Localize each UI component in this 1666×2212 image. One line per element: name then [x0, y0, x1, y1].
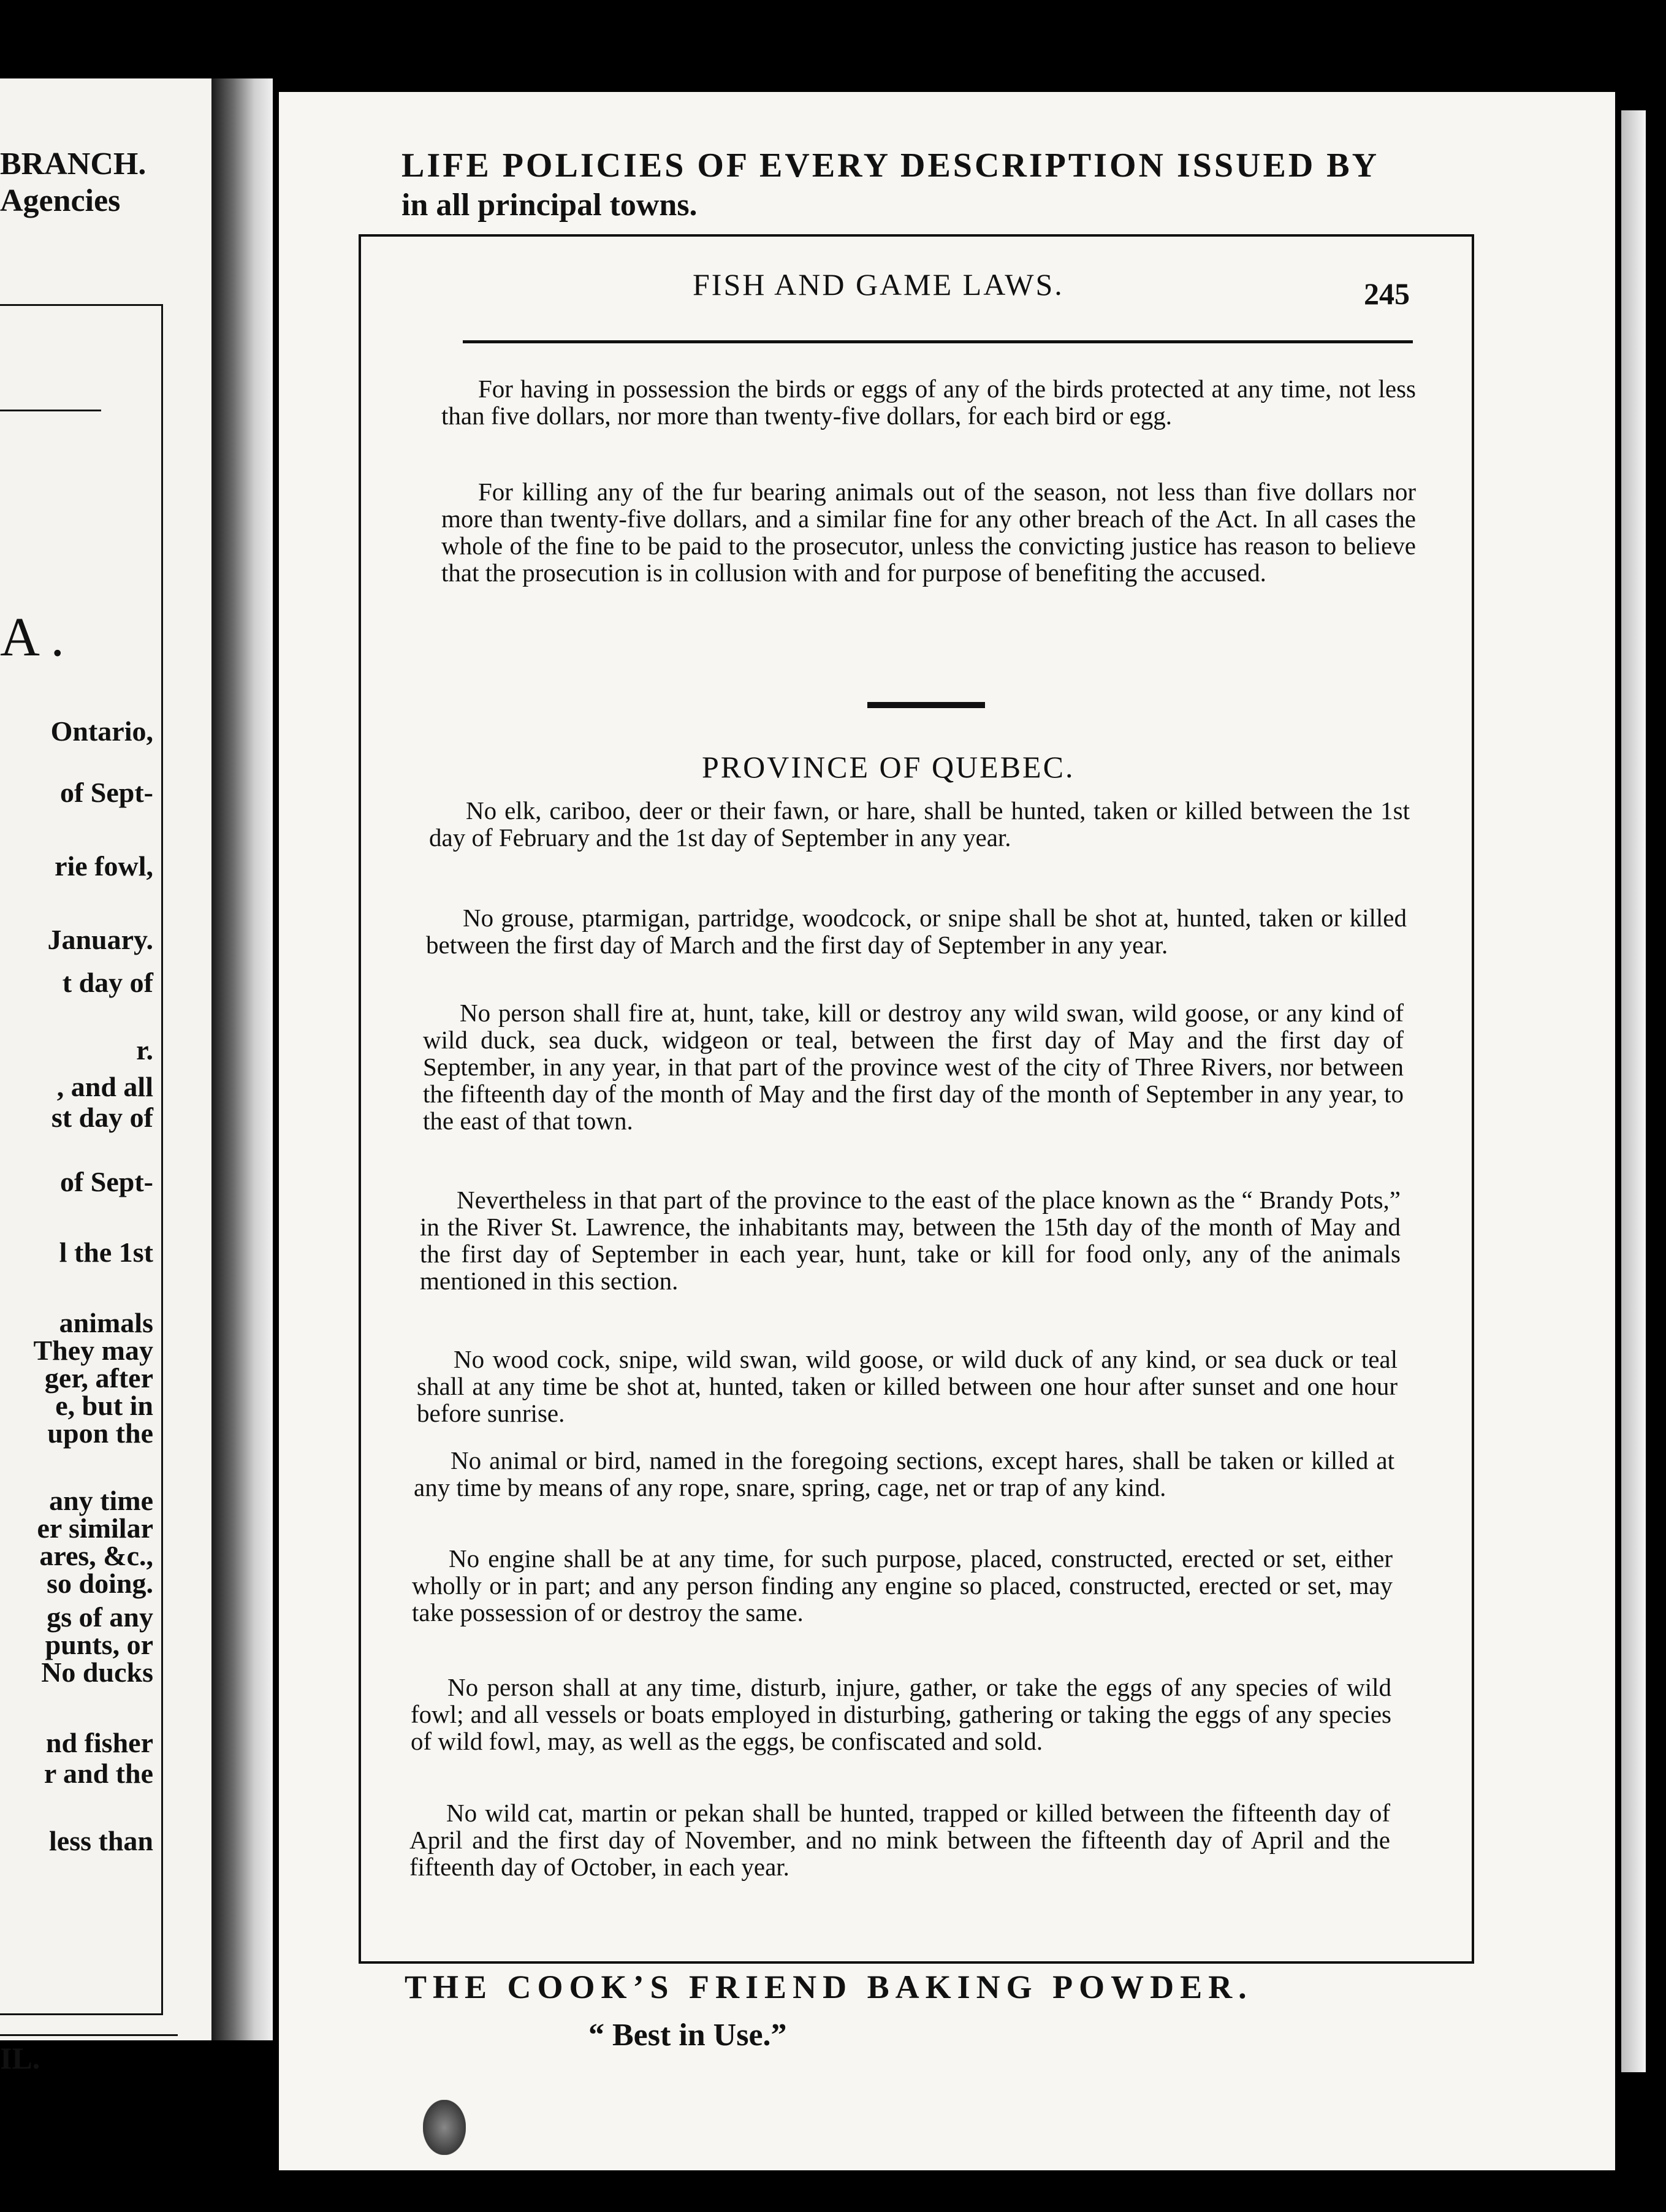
left-fragment: of Sept-	[59, 777, 153, 808]
left-fragment: r.	[136, 1034, 153, 1066]
quebec-paragraph-7: No engine shall be at any time, for such purpose, placed, constructed, erected or set, either wholly or in part; and any person finding any engine so placed, constructed, erected or set, may take possession of or destroy the same.	[412, 1544, 1393, 1627]
running-head: FISH AND GAME LAWS.	[693, 267, 1064, 302]
quebec-paragraph	[409, 1799, 1390, 1880]
header-rule	[463, 340, 1413, 343]
quebec-paragraph	[417, 1346, 1398, 1427]
left-header-line-2: Agencies	[0, 183, 121, 218]
quebec-paragraph	[414, 1447, 1394, 1501]
quebec-paragraph	[411, 1674, 1391, 1755]
left-fragment: st day of	[51, 1102, 153, 1133]
left-facing-page	[0, 78, 215, 2075]
left-rule	[0, 410, 101, 411]
left-fragment: of Sept-	[59, 1166, 153, 1197]
left-fragment: nd fisher	[45, 1727, 153, 1758]
left-fragment: rie fowl,	[55, 850, 153, 882]
left-footer: IL.	[0, 2041, 40, 2075]
left-fragment: They may	[33, 1335, 153, 1366]
left-fragment: e, but in	[55, 1390, 153, 1421]
left-fragment: ger, after	[44, 1362, 153, 1394]
intro-paragraph	[441, 478, 1416, 586]
bottom-advertisement: THE COOK’S FRIEND BAKING POWDER.	[405, 1969, 1253, 2005]
left-fragment: punts, or	[45, 1629, 153, 1660]
section-divider	[867, 702, 985, 708]
intro-paragraph	[441, 375, 1416, 429]
left-fragment: so doing.	[47, 1568, 153, 1599]
quebec-paragraph-6: No animal or bird, named in the foregoing sections, except hares, shall be taken or killed at any time by means of any rope, snare, spring, cage, net or trap of any kind.	[414, 1446, 1394, 1501]
section-title: PROVINCE OF QUEBEC.	[702, 750, 1075, 784]
left-fragment: any time	[49, 1485, 153, 1516]
left-fragment: No ducks	[41, 1657, 153, 1688]
top-advertisement-sub: in all principal towns.	[401, 188, 698, 223]
left-fragment: l the 1st	[59, 1237, 153, 1268]
page-number: 245	[1364, 276, 1410, 311]
left-fragment: ares, &c.,	[39, 1540, 153, 1571]
quebec-paragraph	[429, 797, 1410, 851]
quebec-paragraph	[412, 1545, 1393, 1626]
quebec-paragraph-1: No elk, cariboo, deer or their fawn, or hare, shall be hunted, taken or killed between the 1st day of February and the 1st day of September in any year.	[429, 796, 1410, 852]
left-fragment: t day of	[62, 967, 153, 998]
left-fragment: Ontario,	[50, 715, 153, 747]
bottom-advertisement-sub: “ Best in Use.”	[588, 2018, 787, 2053]
top-advertisement: LIFE POLICIES OF EVERY DESCRIPTION ISSUED BY	[401, 147, 1380, 185]
book-gutter	[211, 78, 273, 2040]
page-edge	[1621, 110, 1646, 2072]
left-fragment: er similar	[37, 1512, 153, 1544]
left-fragment: , and all	[56, 1071, 153, 1102]
intro-paragraph-2: For killing any of the fur bearing animals out of the season, not less than five dollars nor more than twenty-five dollars, and a similar fine for any other breach of the Act. In all cases the whole of the fine to be paid to the prosecutor, unless the convicting justice has reason to believe that the prosecution is in collusion with and for purpose of benefiting the accused.	[441, 478, 1416, 587]
quebec-paragraph	[423, 999, 1404, 1134]
intro-paragraph-1: For having in possession the birds or eggs of any of the birds protected at any time, not less than five dollars, nor more than twenty-five dollars, for each bird or egg.	[441, 375, 1416, 430]
left-fragment: upon the	[47, 1417, 153, 1449]
quebec-paragraph	[420, 1186, 1401, 1294]
scan-smudge	[423, 2100, 466, 2155]
quebec-paragraph-5: No wood cock, snipe, wild swan, wild goose, or wild duck of any kind, or sea duck or teal shall at any time be shot at, hunted, taken or killed between one hour after sunset and one hour before sunrise.	[417, 1345, 1398, 1427]
left-bottom-rule	[0, 2034, 178, 2036]
left-fragment: January.	[47, 924, 153, 955]
left-fragment: animals	[59, 1307, 153, 1338]
quebec-paragraph	[426, 904, 1407, 958]
left-big-letter: A .	[0, 607, 65, 668]
quebec-paragraph-3: No person shall fire at, hunt, take, kill or destroy any wild swan, wild goose, or any kind of wild duck, sea duck, widgeon or teal, between the first day of May and the first day of September, in any year, in that part of the province west of the city of Three Rivers, nor between the fifteenth day of the month of May and the first day of the month of September in any year, to the east of that town.	[423, 999, 1404, 1135]
quebec-paragraph-8: No person shall at any time, disturb, injure, gather, or take the eggs of any species of wild fowl; and all vessels or boats employed in disturbing, gathering or taking the eggs of any species of wild fowl, may, as well as the eggs, be confiscated and sold.	[411, 1673, 1391, 1755]
left-header-line-1: BRANCH.	[0, 147, 146, 181]
quebec-paragraph-9: No wild cat, martin or pekan shall be hunted, trapped or killed between the fifteenth day of April and the first day of November, and no mink between the fifteenth day of April and the fifteenth day of October, in each year.	[409, 1799, 1390, 1881]
quebec-paragraph-4: Nevertheless in that part of the province to the east of the place known as the “ Brandy Pots,” in the River St. Lawrence, the inhabitants may, between the 15th day of the month of May and the first day of September in each year, hunt, take or kill for food only, any of the animals mentioned in this section.	[420, 1186, 1401, 1295]
left-fragment: r and the	[44, 1758, 153, 1789]
quebec-paragraph-2: No grouse, ptarmigan, partridge, woodcock, or snipe shall be shot at, hunted, taken or killed between the first day of March and the first day of September in any year.	[426, 904, 1407, 959]
left-fragment: less than	[49, 1825, 153, 1856]
left-fragment: gs of any	[47, 1601, 153, 1633]
